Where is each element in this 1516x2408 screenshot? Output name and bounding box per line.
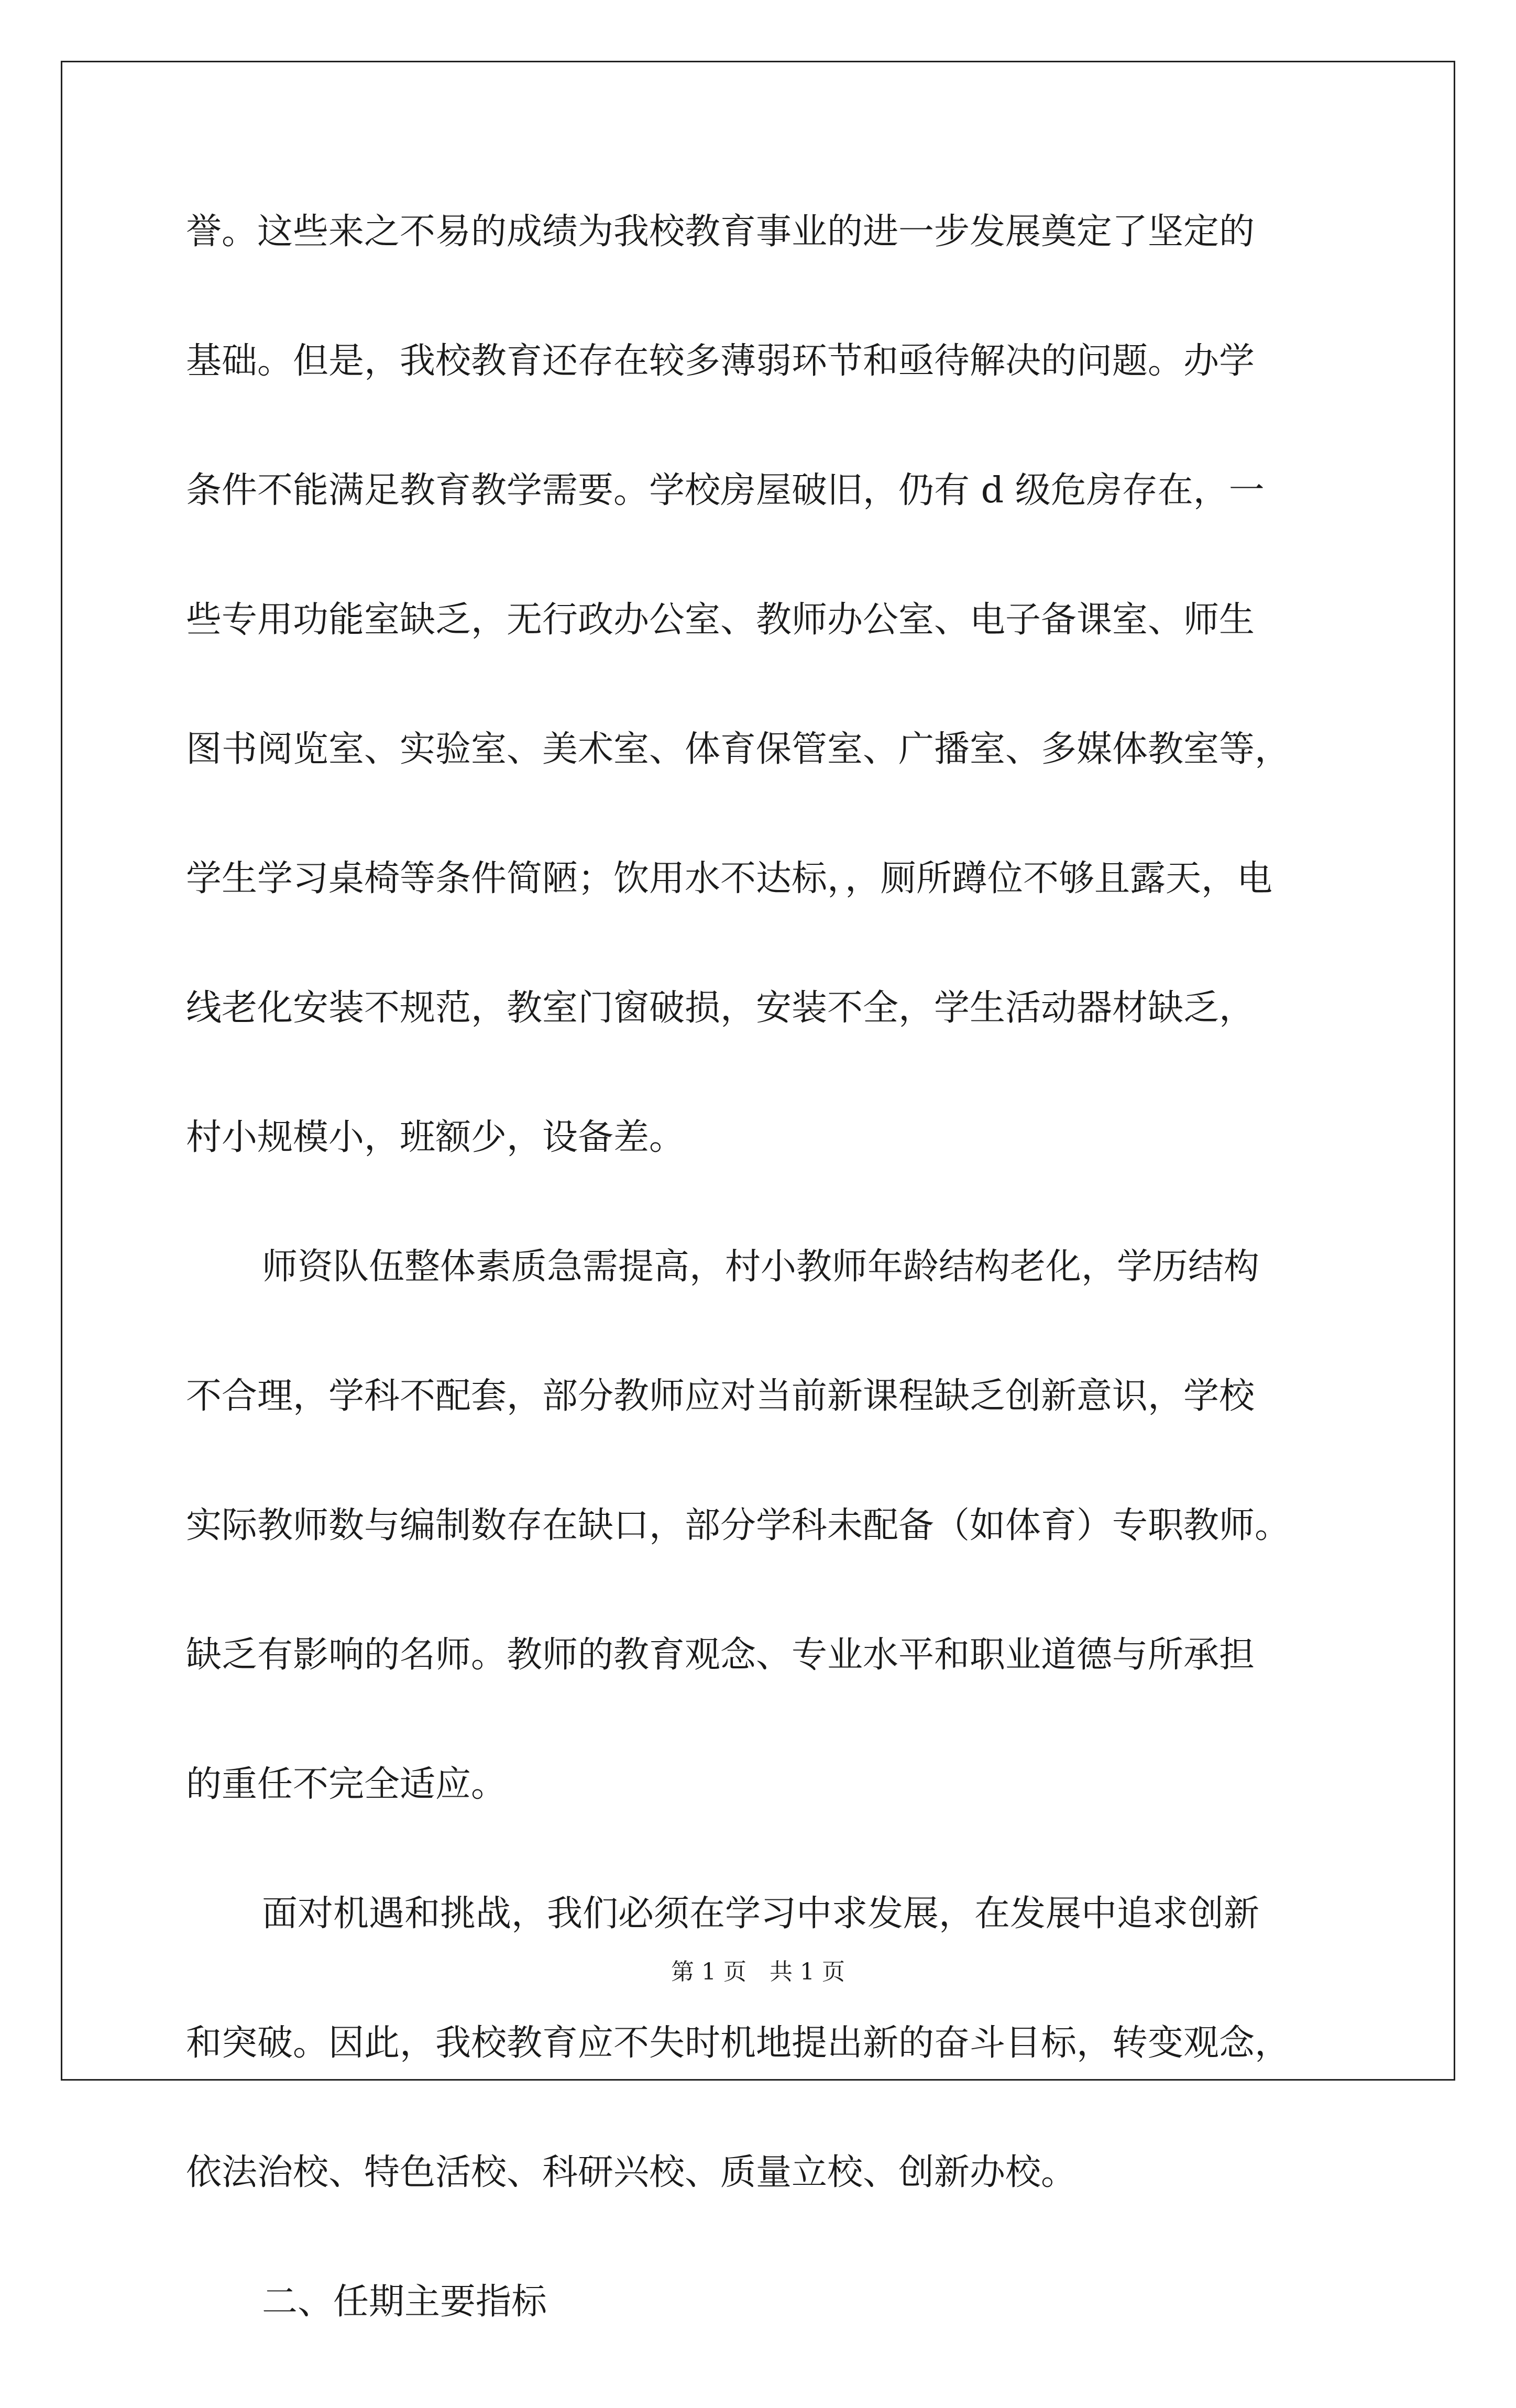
text-line: 师资队伍整体素质急需提高，村小教师年龄结构老化，学历结构 <box>262 1246 1260 1288</box>
text-line: 面对机遇和挑战，我们必须在学习中求发展，在发展中追求创新 <box>262 1893 1260 1934</box>
text-line: 实际教师数与编制数存在缺口，部分学科未配备（如体育）专职教师。 <box>186 1505 1291 1546</box>
text-line: 些专用功能室缺乏，无行政办公室、教师办公室、电子备课室、师生 <box>186 599 1255 641</box>
page-number-footer: 第 1 页 共 1 页 <box>671 1959 845 1985</box>
document-body <box>186 208 1344 2408</box>
text-line: 誉。这些来之不易的成绩为我校教育事业的进一步发展奠定了坚定的 <box>186 211 1255 252</box>
text-line: 图书阅览室、实验室、美术室、体育保管室、广播室、多媒体教室等， <box>186 729 1291 770</box>
text-line: 学生学习桌椅等条件简陋；饮用水不达标，，厕所蹲位不够且露天，电 <box>186 858 1273 899</box>
text-line: 条件不能满足教育教学需要。学校房屋破旧，仍有 d 级危房存在，一 <box>186 470 1265 511</box>
text-line: 不合理，学科不配套，部分教师应对当前新课程缺乏创新意识，学校 <box>186 1376 1255 1417</box>
text-line: 基础。但是，我校教育还存在较多薄弱环节和亟待解决的问题。办学 <box>186 340 1255 382</box>
text-line: 的重任不完全适应。 <box>186 1764 507 1805</box>
section-heading: 二、任期主要指标 <box>262 2281 547 2323</box>
text-line: 线老化安装不规范，教室门窗破损，安装不全，学生活动器材缺乏， <box>186 987 1255 1029</box>
text-line: 和突破。因此，我校教育应不失时机地提出新的奋斗目标，转变观念， <box>186 2022 1291 2064</box>
text-line: 缺乏有影响的名师。教师的教育观念、专业水平和职业道德与所承担 <box>186 1634 1255 1676</box>
text-line: 村小规模小，班额少，设备差。 <box>186 1117 685 1158</box>
text-line: 依法治校、特色活校、科研兴校、质量立校、创新办校。 <box>186 2152 1077 2193</box>
